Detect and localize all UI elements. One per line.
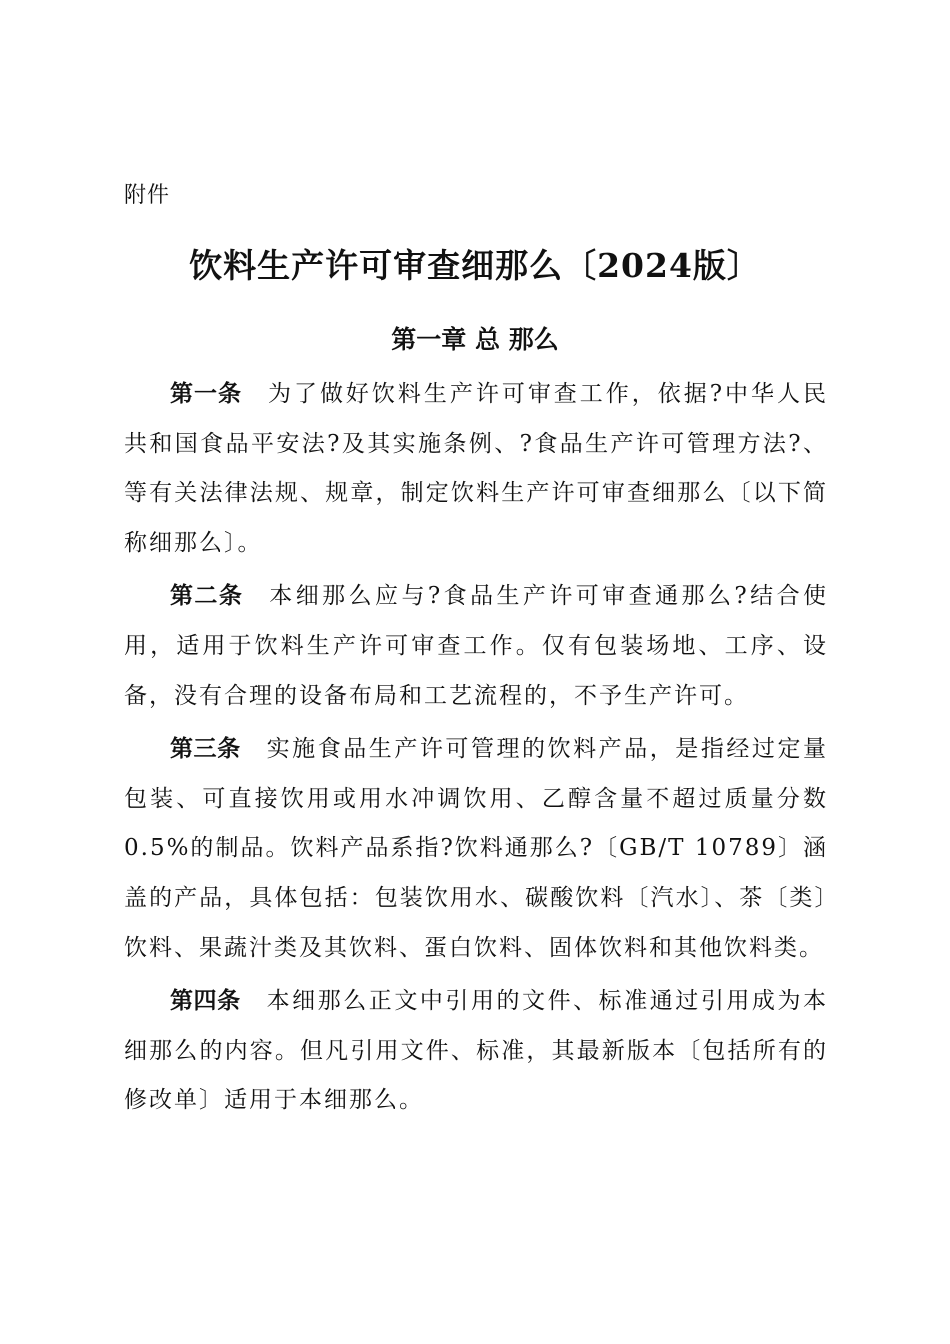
article-number: 第三条 (170, 736, 241, 763)
article-text: 为了做好饮料生产许可审查工作，依据?中华人民共和国食品平安法?及其实施条例、?食品生产许可管理方法?、等有关法律法规、规章，制定饮料生产许可审查细那么〔以下简称细那么〕。 (124, 381, 828, 556)
article-text: 本细那么正文中引用的文件、标准通过引用成为本细那么的内容。但凡引用文件、标准，其最新版本〔包括所有的修改单〕适用于本细那么。 (124, 988, 828, 1114)
article-text: 本细那么应与?食品生产许可审查通那么?结合使用，适用于饮料生产许可审查工作。仅有包装场地、工序、设备，没有合理的设备布局和工艺流程的，不予生产许可。 (124, 583, 828, 709)
article-text: 实施食品生产许可管理的饮料产品，是指经过定量包装、可直接饮用或用水冲调饮用、乙醇含量不超过质量分数0.5%的制品。饮料产品系指?饮料通那么?〔GB/T 10789〕涵盖的产品，具体包括：包装饮用水、碳酸饮料〔汽水〕、茶〔类〕饮料、果蔬汁类及其饮料、蛋白饮料、固体饮料和其他饮料类。 (124, 736, 828, 961)
article-number: 第二条 (170, 583, 244, 610)
document-title: 饮料生产许可审查细那么〔2024版〕 (189, 246, 761, 285)
article-1 (124, 370, 828, 568)
article-4 (124, 977, 828, 1126)
attachment-label: 附件 (124, 183, 171, 208)
article-number: 第四条 (170, 988, 241, 1015)
article-2 (124, 572, 828, 721)
article-3 (124, 725, 828, 973)
document-body (124, 370, 828, 1130)
chapter-title: 第一章 总 那么 (391, 325, 559, 354)
article-number: 第一条 (170, 381, 242, 407)
